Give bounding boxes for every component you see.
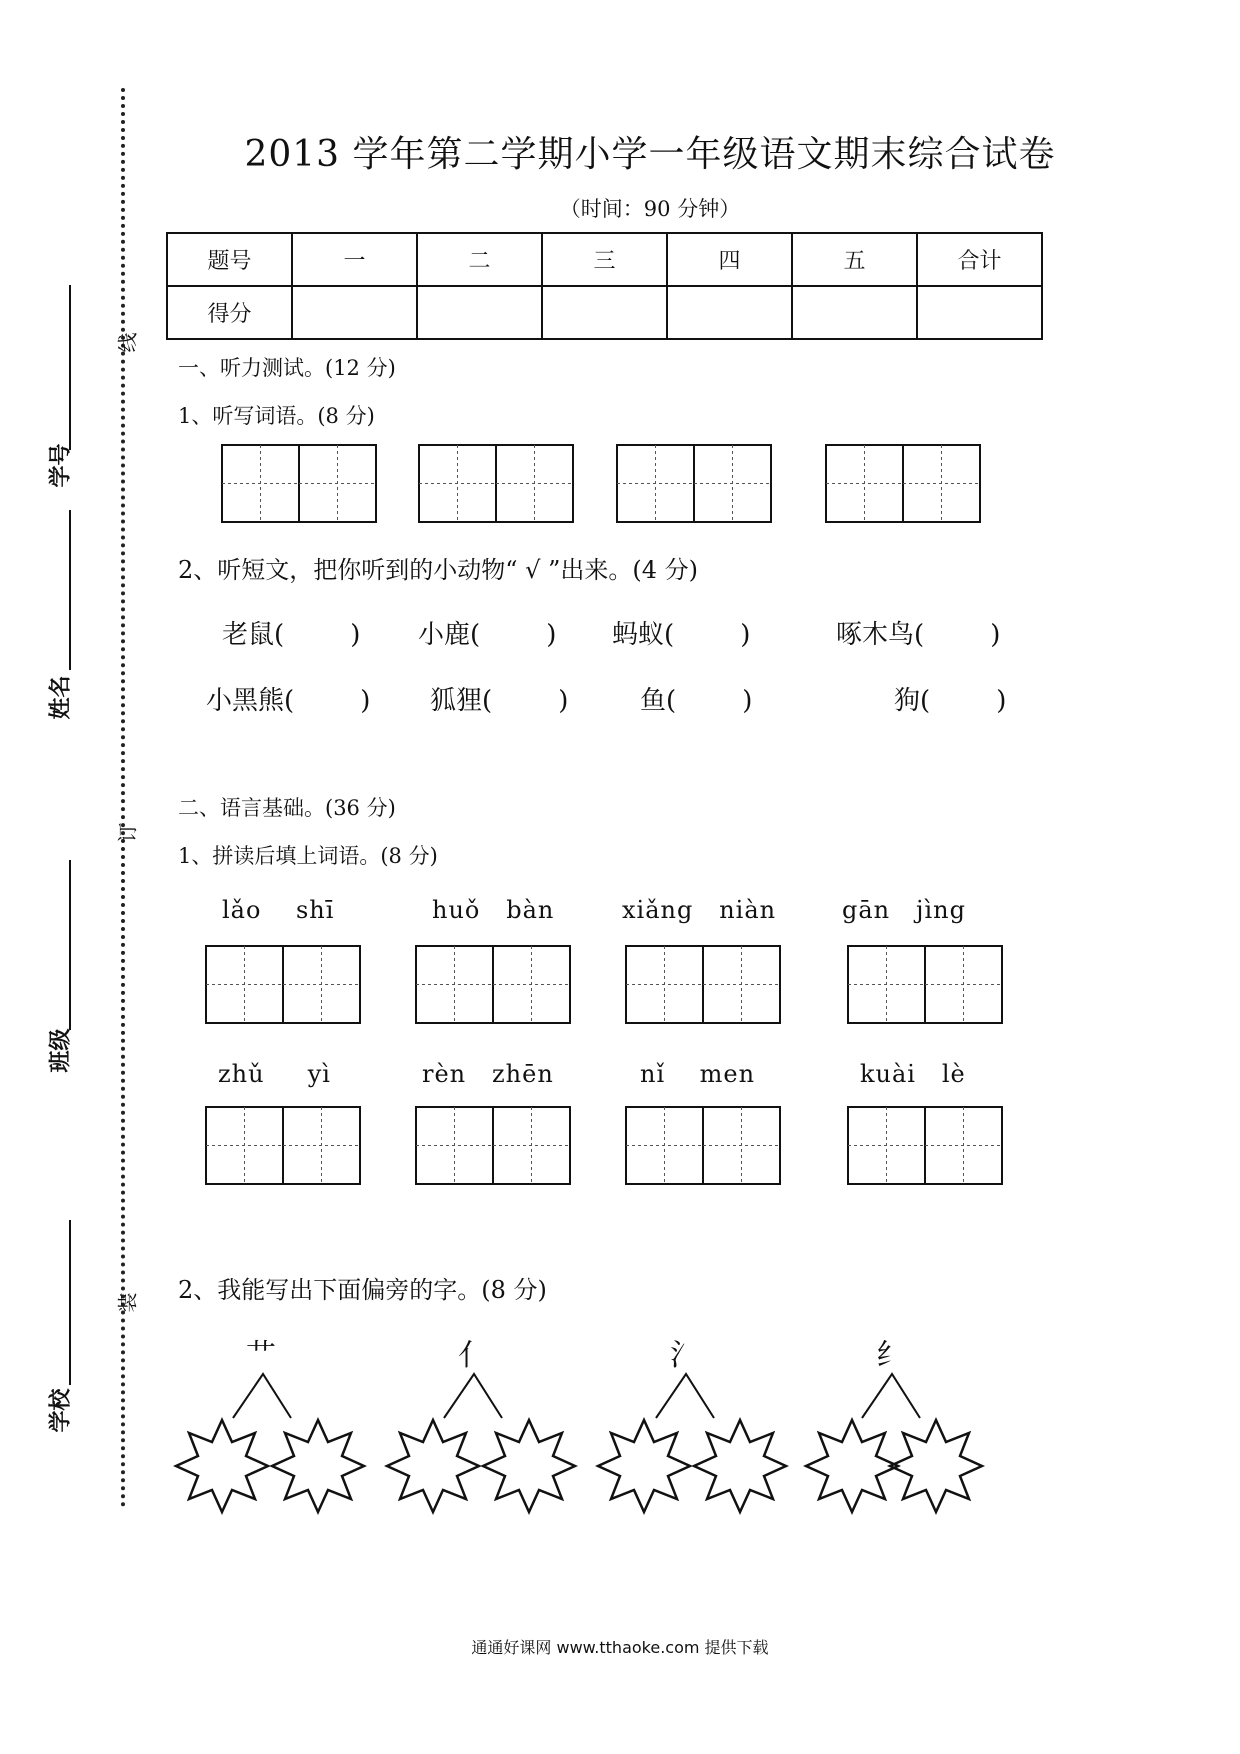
pinyin-label: nǐ men <box>640 1060 756 1088</box>
pinyin-label: huǒ bàn <box>432 896 555 924</box>
dictation-grid-4[interactable] <box>826 445 980 522</box>
answer-star-1[interactable] <box>176 1420 268 1512</box>
answer-star-3[interactable] <box>387 1420 479 1512</box>
binding-char-zhuang: 装 <box>115 1292 140 1313</box>
score-row-label: 得分 <box>167 286 292 339</box>
exam-title: 2013 学年第二学期小学一年级语文期末综合试卷 <box>244 134 1056 175</box>
animal-item[interactable]: 小黑熊( ) <box>206 686 371 716</box>
pinyin-grid-1[interactable] <box>206 946 360 1023</box>
animal-item[interactable]: 鱼( ) <box>640 686 753 716</box>
animal-item[interactable]: 老鼠( ) <box>222 620 361 650</box>
school-label: 学校 <box>47 1388 74 1433</box>
radical-si: 纟 <box>876 1338 906 1373</box>
pinyin-grid-8[interactable] <box>848 1107 1002 1184</box>
name-label: 姓名 <box>47 675 74 720</box>
answer-star-4[interactable] <box>483 1420 575 1512</box>
pinyin-label: rèn zhēn <box>422 1060 554 1088</box>
animal-item[interactable]: 啄木鸟( ) <box>836 620 1001 650</box>
dictation-grid-1[interactable] <box>222 445 376 522</box>
footer-credit: 通通好课网 www.tthaoke.com 提供下载 <box>471 1638 769 1657</box>
answer-star-6[interactable] <box>694 1420 786 1512</box>
answer-star-8[interactable] <box>890 1420 982 1512</box>
section1-heading: 一、听力测试。(12 分) <box>178 356 396 380</box>
pinyin-grid-2[interactable] <box>416 946 570 1023</box>
student-id-label: 学号 <box>47 443 74 488</box>
section1-q2: 2、听短文，把你听到的小动物“ √ ”出来。(4 分) <box>178 556 698 584</box>
pinyin-grid-7[interactable] <box>626 1107 780 1184</box>
score-header-cell: 五 <box>792 233 917 286</box>
score-header-cell: 题号 <box>167 233 292 286</box>
exam-time: （时间：90 分钟） <box>559 197 741 221</box>
animal-item[interactable]: 狗( ) <box>894 686 1007 716</box>
radical-shui: 氵 <box>670 1338 700 1373</box>
binding-char-xian: 线 <box>115 332 140 353</box>
pinyin-label: xiǎng niàn <box>622 896 777 924</box>
animal-item[interactable]: 小鹿( ) <box>418 620 557 650</box>
dictation-grid-2[interactable] <box>419 445 573 522</box>
pinyin-grid-6[interactable] <box>416 1107 570 1184</box>
section2-heading: 二、语言基础。(36 分) <box>178 796 396 820</box>
section1-q1: 1、听写词语。(8 分) <box>178 404 375 428</box>
score-header-cell: 合计 <box>917 233 1042 286</box>
pinyin-label: zhǔ yì <box>218 1060 331 1088</box>
pinyin-label: lǎo shī <box>222 896 335 924</box>
animal-item[interactable]: 蚂蚁( ) <box>612 620 751 650</box>
section2-q2: 2、我能写出下面偏旁的字。(8 分) <box>178 1276 547 1304</box>
radical-ren: 亻 <box>458 1338 488 1373</box>
pinyin-grid-3[interactable] <box>626 946 780 1023</box>
dictation-grid-3[interactable] <box>617 445 771 522</box>
pinyin-grid-4[interactable] <box>848 946 1002 1023</box>
class-label: 班级 <box>47 1028 74 1073</box>
pinyin-grid-5[interactable] <box>206 1107 360 1184</box>
radical-branches <box>233 1374 920 1418</box>
answer-star-7[interactable] <box>806 1420 898 1512</box>
section2-q1: 1、拼读后填上词语。(8 分) <box>178 844 438 868</box>
score-header-cell: 四 <box>667 233 792 286</box>
binding-char-ding: 订 <box>115 822 140 843</box>
pinyin-label: kuài lè <box>860 1060 966 1088</box>
answer-star-5[interactable] <box>598 1420 690 1512</box>
score-header-cell: 一 <box>292 233 417 286</box>
pinyin-label: gān jìng <box>842 896 966 924</box>
radical-cao: 艹 <box>246 1338 276 1373</box>
answer-star-2[interactable] <box>272 1420 364 1512</box>
animal-item[interactable]: 狐狸( ) <box>430 686 569 716</box>
score-header-cell: 三 <box>542 233 667 286</box>
score-header-cell: 二 <box>417 233 542 286</box>
